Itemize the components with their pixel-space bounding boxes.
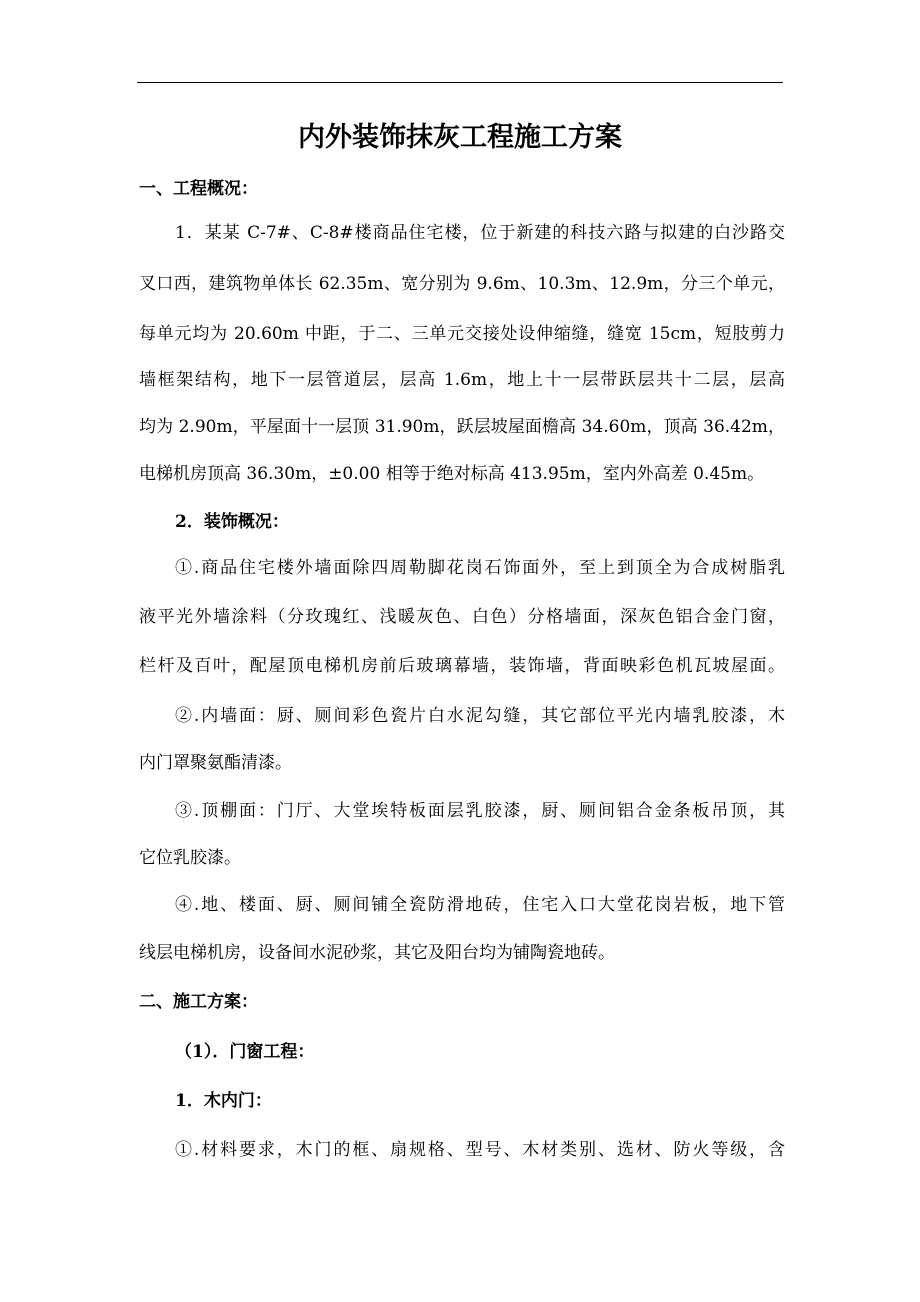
- list-item-line: ②.内墙面：厨、厕间彩色瓷片白水泥勾缝，其它部位平光内墙乳胶漆，木: [175, 706, 785, 726]
- list-item-line: ④.地、楼面、厨、厕间铺全瓷防滑地砖，住宅入口大堂花岗岩板，地下管: [175, 895, 785, 915]
- list-item-line: ①.材料要求，木门的框、扇规格、型号、木材类别、选材、防火等级，含: [175, 1140, 785, 1160]
- section-heading: 一、工程概况：: [139, 179, 258, 199]
- section-heading: 二、施工方案：: [139, 992, 258, 1012]
- list-item-line: 栏杆及百叶，配屋顶电梯机房前后玻璃幕墙，装饰墙，背面映彩色机瓦坡屋面。: [139, 656, 785, 676]
- list-item-line: 内门罩聚氨酯清漆。: [139, 753, 292, 773]
- paragraph-line: 墙框架结构，地下一层管道层，层高 1.6m，地上十一层带跃层共十二层，层高: [139, 370, 785, 390]
- header-rule: [137, 82, 783, 83]
- subsection-heading: （1）．门窗工程：: [175, 1042, 315, 1062]
- paragraph-line: 1．某某 C-7#、C-8#楼商品住宅楼，位于新建的科技六路与拟建的白沙路交: [175, 223, 785, 243]
- subsection-heading: 1．木内门：: [175, 1091, 272, 1111]
- paragraph-line: 每单元均为 20.60m 中距，于二、三单元交接处设伸缩缝，缝宽 15cm，短肢剪力: [139, 324, 785, 344]
- list-item-line: 液平光外墙涂料（分玫瑰红、浅暖灰色、白色）分格墙面，深灰色铝合金门窗，: [139, 607, 785, 627]
- subsection-heading: 2．装饰概况：: [175, 512, 289, 532]
- list-item-line: ③.顶棚面：门厅、大堂埃特板面层乳胶漆，厨、厕间铝合金条板吊顶，其: [175, 801, 785, 821]
- paragraph-line: 电梯机房顶高 36.30m，±0.00 相等于绝对标高 413.95m，室内外高差 0.45m。: [139, 464, 765, 484]
- list-item-line: 它位乳胶漆。: [139, 848, 241, 868]
- document-title: 内外装饰抹灰工程施工方案: [298, 122, 622, 153]
- list-item-line: ①.商品住宅楼外墙面除四周勒脚花岗石饰面外，至上到顶全为合成树脂乳: [175, 558, 785, 578]
- list-item-line: 线层电梯机房，设备间水泥砂浆，其它及阳台均为铺陶瓷地砖。: [139, 943, 615, 963]
- paragraph-line: 叉口西，建筑物单体长 62.35m、宽分别为 9.6m、10.3m、12.9m，分三个单元，: [139, 274, 785, 294]
- paragraph-line: 均为 2.90m，平屋面十一层顶 31.90m，跃层坡屋面檐高 34.60m，顶高 36.42m，: [139, 417, 785, 437]
